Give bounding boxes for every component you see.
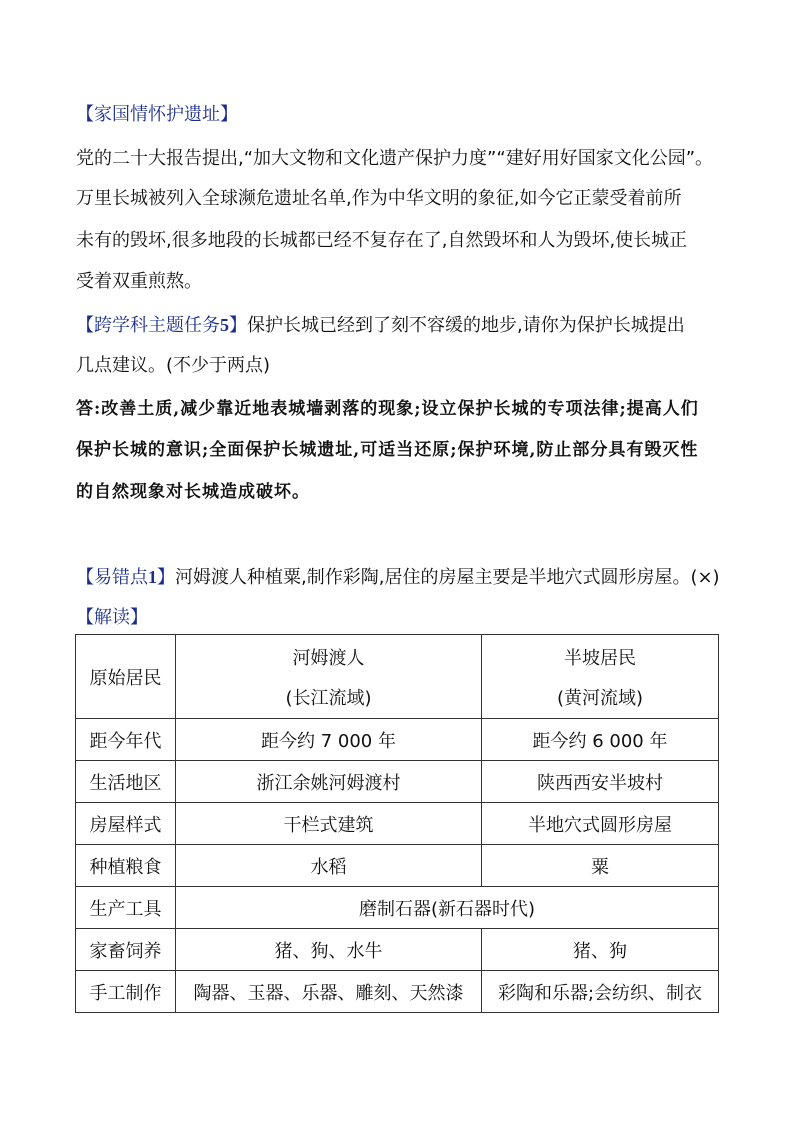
table-cell: 原始居民 [76,635,176,719]
table-cell: 生活地区 [76,761,176,803]
answer-line: 的自然现象对长城造成破坏。 [76,482,310,502]
table-cell: 距今年代 [76,719,176,761]
table-cell: 陕西西安半坡村 [482,761,719,803]
task-tag: 【跨学科主题任务5】 [76,315,247,336]
error-point-tag: 【易错点1】 [76,567,175,588]
table-cell: 距今约 7 000 年 [176,719,482,761]
section-heading: 【家国情怀护遗址】 [76,104,238,125]
error-point-statement: 河姆渡人种植粟,制作彩陶,居住的房屋主要是半地穴式圆形房屋。(×) [175,567,720,588]
table-cell: 距今约 6 000 年 [482,719,719,761]
task-question-text: 保护长城已经到了刻不容缓的地步,请你为保护长城提出 [247,315,685,336]
answer-line: 保护长城的意识;全面保护长城遗址,可适当还原;保护环境,防止部分具有毁灭性 [76,440,699,460]
task-question [76,313,685,338]
table-cell: 家畜饲养 [76,929,176,971]
interpretation-heading: 【解读】 [76,607,148,628]
table-cell: 猪、狗 [482,929,719,971]
error-point [76,565,720,590]
table-row [76,971,719,1013]
table-row [76,887,719,929]
table-cell: 陶器、玉器、乐器、雕刻、天然漆 [176,971,482,1013]
table-cell: 种植粮食 [76,845,176,887]
table-cell-merged: 磨制石器(新石器时代) [176,887,719,929]
table-header-row [76,635,719,719]
table-cell: 半地穴式圆形房屋 [482,803,719,845]
table-row [76,929,719,971]
table-cell: 猪、狗、水牛 [176,929,482,971]
table-cell: 彩陶和乐器;会纺织、制衣 [482,971,719,1013]
table-cell: 河姆渡人 (长江流域) [176,635,482,719]
table-row [76,845,719,887]
task-question-continued: 几点建议。(不少于两点) [76,355,271,376]
answer-line: 答:改善土质,减少靠近地表城墙剥落的现象;设立保护长城的专项法律;提高人们 [76,399,699,419]
paragraph-line: 万里长城被列入全球濒危遗址名单,作为中华文明的象征,如今它正蒙受着前所 [76,188,682,209]
comparison-table [75,634,719,1013]
table-row [76,761,719,803]
paragraph-line: 党的二十大报告提出,“加大文物和文化遗产保护力度”“建好用好国家文化公园”。 [76,148,714,169]
table-cell: 生产工具 [76,887,176,929]
table-cell: 房屋样式 [76,803,176,845]
table-cell: 粟 [482,845,719,887]
table-cell: 浙江余姚河姆渡村 [176,761,482,803]
paragraph-line: 未有的毁坏,很多地段的长城都已经不复存在了,自然毁坏和人为毁坏,使长城正 [76,230,688,251]
table-cell: 水稻 [176,845,482,887]
paragraph-line: 受着双重煎熬。 [76,271,202,292]
table-cell: 干栏式建筑 [176,803,482,845]
table-cell: 手工制作 [76,971,176,1013]
table-row [76,719,719,761]
table-row [76,803,719,845]
table-cell: 半坡居民 (黄河流域) [482,635,719,719]
